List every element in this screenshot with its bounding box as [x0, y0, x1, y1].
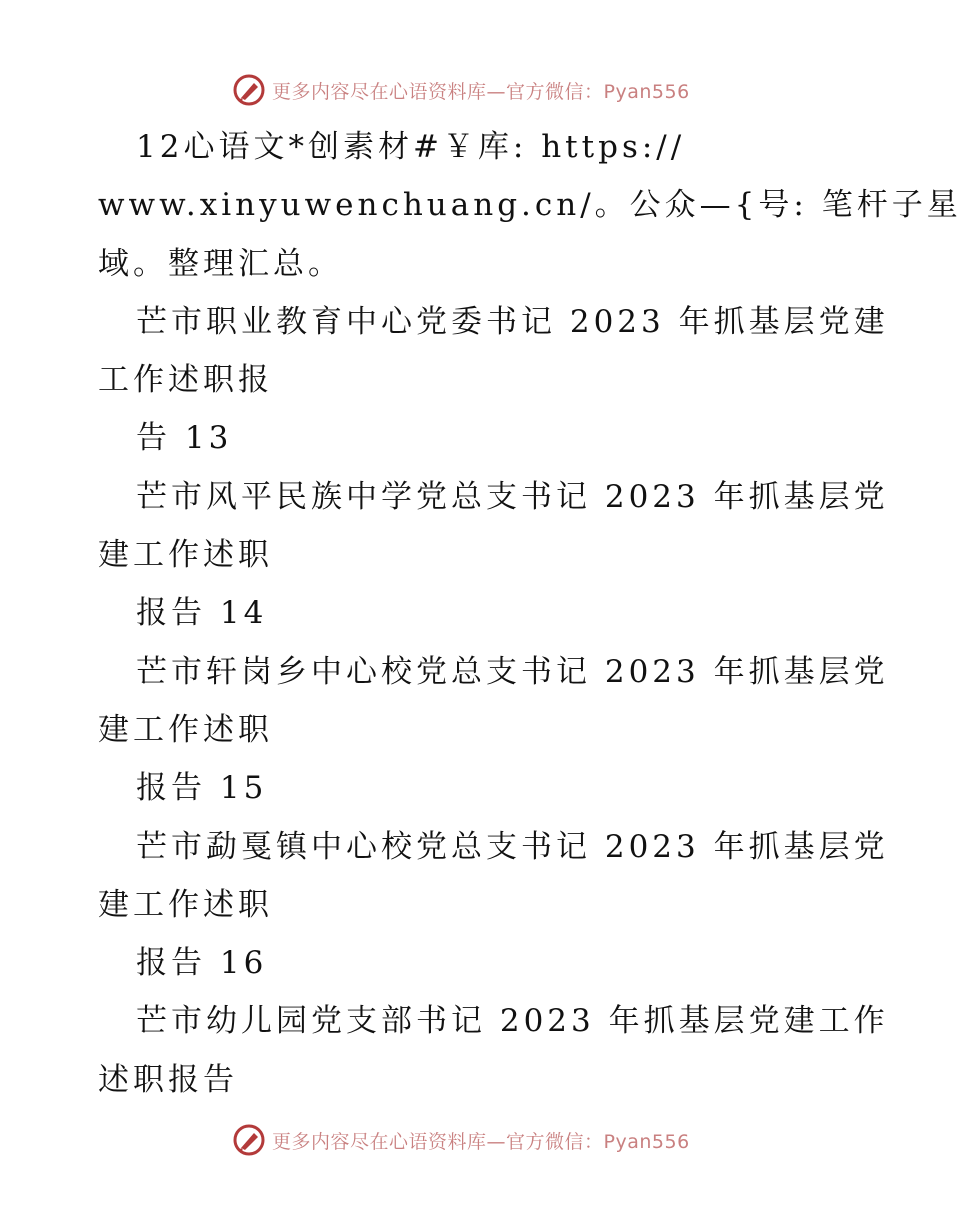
toc-entry-title-cont: 建工作述职 [98, 886, 273, 923]
toc-entry-title: 芒市风平民族中学党总支书记 2023 年抓基层党 [136, 478, 889, 515]
pen-logo-icon [232, 73, 266, 107]
body-line: 12心语文*创素材#￥库: https:// [136, 129, 686, 165]
toc-entry-title-cont: 述职报告 [98, 1061, 238, 1098]
toc-entry-title-cont: 工作述职报 [98, 362, 273, 399]
document-body [98, 118, 962, 1109]
toc-entry-page: 报告 15 [136, 770, 268, 807]
watermark-label: 更多内容尽在心语资料库—官方微信： [272, 80, 604, 103]
toc-entry-title-cont: 建工作述职 [98, 711, 273, 748]
footer-watermark [232, 1120, 752, 1160]
toc-entry-title: 芒市职业教育中心党委书记 2023 年抓基层党建 [136, 303, 889, 340]
toc-entry-page: 报告 16 [136, 945, 268, 982]
toc-entry-page: 报告 14 [136, 595, 268, 632]
toc-entry-page: 告 13 [136, 420, 233, 457]
header-watermark [232, 70, 752, 110]
watermark-label: 更多内容尽在心语资料库—官方微信： [272, 1130, 604, 1153]
pen-logo-icon [232, 1123, 266, 1157]
body-line: 域。整理汇总。 [98, 245, 343, 282]
watermark-wechat-id: Pyan556 [603, 1130, 690, 1153]
body-line: www.xinyuwenchuang.cn/。公众—{号: 笔杆子星 [98, 187, 962, 224]
toc-entry-title-cont: 建工作述职 [98, 537, 273, 574]
toc-entry-title: 芒市勐戛镇中心校党总支书记 2023 年抓基层党 [136, 828, 889, 865]
toc-entry-title: 芒市幼儿园党支部书记 2023 年抓基层党建工作 [136, 1003, 889, 1040]
toc-entry-title: 芒市轩岗乡中心校党总支书记 2023 年抓基层党 [136, 653, 889, 690]
watermark-text [272, 1127, 690, 1154]
watermark-wechat-id: Pyan556 [603, 80, 690, 103]
watermark-text [272, 77, 690, 104]
